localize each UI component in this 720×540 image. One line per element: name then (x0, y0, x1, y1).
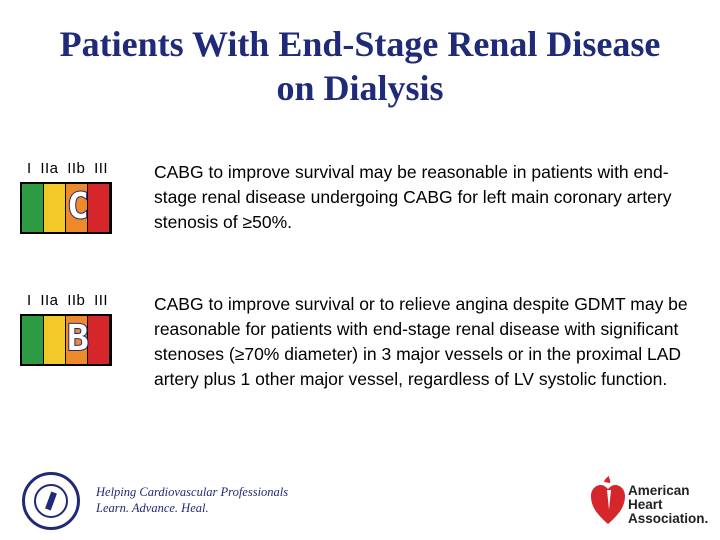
class-label-iii: III (94, 160, 109, 177)
class-label-iii: III (94, 292, 109, 309)
class-boxes (20, 182, 112, 234)
level-of-evidence: B (67, 318, 89, 359)
level-of-evidence: C (67, 186, 89, 227)
class-box-i (22, 316, 44, 364)
class-header (27, 292, 112, 309)
heart-torch-icon (590, 476, 626, 528)
aha-line-3: Association. (628, 511, 709, 526)
class-label-iia: IIa (40, 292, 59, 309)
class-label-iib: IIb (67, 292, 86, 309)
class-box-iia (44, 316, 66, 364)
aha-line-1: American (628, 483, 690, 498)
slide-title (0, 22, 720, 110)
recommendation-text: CABG to improve survival or to relieve angina despite GDMT may be reasonable for patients with end-stage renal disease with significant stenoses (≥70% diameter) in 3 major vessels or in the proximal LAD artery plus 1 other major vessel, regardless of LV systolic function. (154, 294, 688, 389)
class-box-iia (44, 184, 66, 232)
acc-tagline-line-2: Learn. Advance. Heal. (96, 501, 209, 515)
class-boxes (20, 314, 112, 366)
acc-tagline (96, 484, 288, 516)
footer (0, 468, 720, 532)
class-label-i: I (27, 292, 32, 309)
recommendation-text: CABG to improve survival may be reasonable in patients with end-stage renal disease undergoing CABG for left main coronary artery stenosis of ≥50%. (154, 162, 672, 232)
class-label-iia: IIa (40, 160, 59, 177)
aha-line-2: Heart (628, 497, 663, 512)
acc-seal-logo (22, 472, 80, 530)
class-box-iii (88, 184, 110, 232)
aha-wordmark (628, 484, 708, 526)
title-line-1: Patients With End-Stage Renal Disease (59, 24, 661, 64)
class-label-iib: IIb (67, 160, 86, 177)
aha-logo (590, 476, 710, 532)
class-header (27, 160, 112, 177)
class-box-iii (88, 316, 110, 364)
title-line-2: on Dialysis (276, 68, 444, 108)
class-label-i: I (27, 160, 32, 177)
acc-tagline-line-1: Helping Cardiovascular Professionals (96, 485, 289, 499)
class-box-i (22, 184, 44, 232)
